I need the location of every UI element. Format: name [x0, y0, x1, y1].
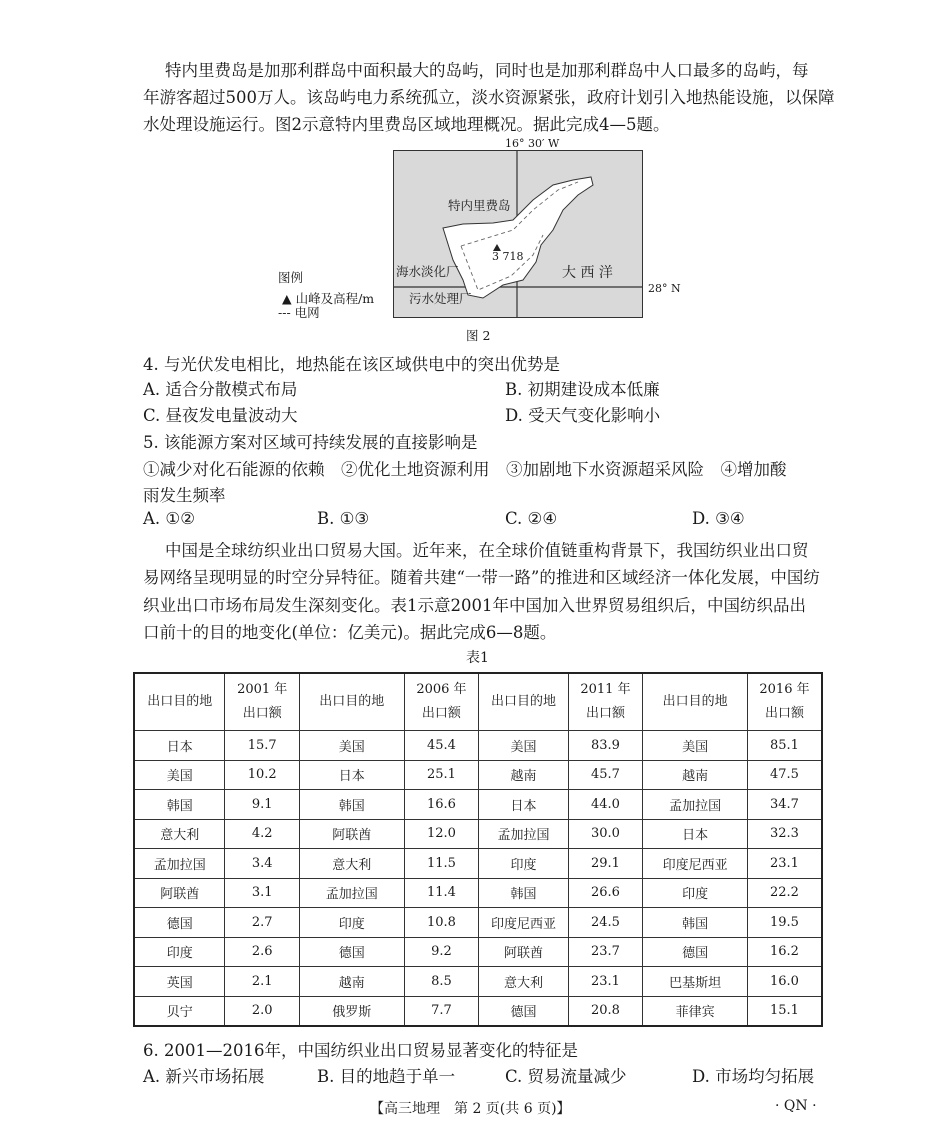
header-text: 2001 年 [237, 682, 288, 697]
export-value-cell: 15.1 [747, 996, 822, 1026]
destination-cell: 英国 [134, 967, 225, 997]
table-row [134, 819, 822, 849]
table-row [134, 731, 822, 761]
destination-cell: 德国 [643, 937, 748, 967]
table-header-cell [568, 673, 642, 731]
table-header-cell [747, 673, 822, 731]
intro1-line: 年游客超过500万人。该岛屿电力系统孤立，淡水资源紧张，政府计划引入地热能设施，以保障 [143, 88, 835, 107]
footer-code: · QN · [775, 1098, 817, 1114]
export-value-cell: 15.7 [225, 731, 299, 761]
table-row [134, 967, 822, 997]
destination-cell: 孟加拉国 [299, 878, 404, 908]
peak-elevation: 3 718 [492, 250, 524, 263]
export-value-cell: 2.0 [225, 996, 299, 1026]
destination-cell: 日本 [134, 731, 225, 761]
destination-cell: 巴基斯坦 [643, 967, 748, 997]
export-value-cell: 32.3 [747, 819, 822, 849]
longitude-label: 16° 30′ W [505, 137, 560, 150]
export-value-cell: 30.0 [568, 819, 642, 849]
export-value-cell: 10.2 [225, 760, 299, 790]
table-row [134, 908, 822, 938]
export-value-cell: 20.8 [568, 996, 642, 1026]
figure-caption: 图 2 [466, 328, 491, 343]
destination-cell: 印度 [643, 878, 748, 908]
table-row [134, 937, 822, 967]
destination-cell: 韩国 [479, 878, 569, 908]
destination-cell: 孟加拉国 [643, 790, 748, 820]
header-text: 出口目的地 [147, 694, 213, 709]
intro2-line: 织业出口市场布局发生深刻变化。表1示意2001年中国加入世界贸易组织后，中国纺织品出 [143, 596, 806, 615]
dashed-line-icon: --- [278, 305, 295, 320]
table-header-cell [479, 673, 569, 731]
destination-cell: 德国 [299, 937, 404, 967]
export-value-cell: 44.0 [568, 790, 642, 820]
export-value-cell: 16.2 [747, 937, 822, 967]
q4-option-b: B. 初期建设成本低廉 [505, 380, 660, 399]
q4-option-a: A. 适合分散模式布局 [143, 380, 298, 399]
table-header-cell [225, 673, 299, 731]
export-value-cell: 2.6 [225, 937, 299, 967]
destination-cell: 韩国 [299, 790, 404, 820]
q6-stem: 6. 2001—2016年，中国纺织业出口贸易显著变化的特征是 [143, 1041, 578, 1060]
destination-cell: 贝宁 [134, 996, 225, 1026]
table-header-cell [134, 673, 225, 731]
export-value-cell: 22.2 [747, 878, 822, 908]
q5-stem: 5. 该能源方案对区域可持续发展的直接影响是 [143, 433, 478, 452]
export-value-cell: 2.7 [225, 908, 299, 938]
destination-cell: 越南 [479, 760, 569, 790]
destination-cell: 孟加拉国 [134, 849, 225, 879]
export-value-cell: 29.1 [568, 849, 642, 879]
export-value-cell: 45.7 [568, 760, 642, 790]
map-figure [393, 150, 643, 318]
table-caption: 表1 [466, 650, 489, 666]
destination-cell: 意大利 [134, 819, 225, 849]
footer-page-info: 【高三地理 第 2 页(共 6 页)】 [370, 1101, 571, 1117]
destination-cell: 德国 [479, 996, 569, 1026]
destination-cell: 日本 [479, 790, 569, 820]
intro2-line: 口前十的目的地变化(单位：亿美元)。据此完成6—8题。 [143, 623, 557, 642]
destination-cell: 印度尼西亚 [643, 849, 748, 879]
destination-cell: 俄罗斯 [299, 996, 404, 1026]
destination-cell: 美国 [299, 731, 404, 761]
destination-cell: 韩国 [643, 908, 748, 938]
table-header-row [134, 673, 822, 731]
q4-stem: 4. 与光伏发电相比，地热能在该区域供电中的突出优势是 [143, 355, 560, 374]
table-row [134, 878, 822, 908]
destination-cell: 菲律宾 [643, 996, 748, 1026]
destination-cell: 日本 [643, 819, 748, 849]
header-text: 2006 年 [416, 682, 467, 697]
table-header-cell [404, 673, 478, 731]
destination-cell: 阿联酋 [479, 937, 569, 967]
intro1-line: 水处理设施运行。图2示意特内里费岛区域地理概况。据此完成4—5题。 [143, 115, 670, 134]
export-value-cell: 4.2 [225, 819, 299, 849]
header-text: 出口额 [585, 706, 625, 721]
header-text: 出口目的地 [490, 694, 556, 709]
destination-cell: 美国 [134, 760, 225, 790]
q6-option-b: B. 目的地趋于单一 [317, 1067, 456, 1086]
export-value-cell: 83.9 [568, 731, 642, 761]
destination-cell: 日本 [299, 760, 404, 790]
export-value-cell: 45.4 [404, 731, 478, 761]
intro2-line: 中国是全球纺织业出口贸易大国。近年来，在全球价值链重构背景下，我国纺织业出口贸 [165, 541, 809, 560]
export-value-cell: 3.4 [225, 849, 299, 879]
destination-cell: 意大利 [479, 967, 569, 997]
export-value-cell: 24.5 [568, 908, 642, 938]
export-value-cell: 23.1 [568, 967, 642, 997]
destination-cell: 印度 [134, 937, 225, 967]
sewage-plant-label: 污水处理厂 [409, 291, 472, 306]
legend-title: 图例 [278, 270, 304, 285]
intro1-line: 特内里费岛是加那利群岛中面积最大的岛屿，同时也是加那利群岛中人口最多的岛屿，每 [165, 61, 809, 80]
destination-cell: 美国 [479, 731, 569, 761]
header-text: 出口目的地 [319, 694, 385, 709]
destination-cell: 印度 [299, 908, 404, 938]
export-value-cell: 26.6 [568, 878, 642, 908]
export-value-cell: 16.0 [747, 967, 822, 997]
export-value-cell: 8.5 [404, 967, 478, 997]
header-text: 2011 年 [580, 682, 631, 697]
export-value-cell: 23.7 [568, 937, 642, 967]
q4-option-d: D. 受天气变化影响小 [505, 406, 661, 425]
intro2-line: 易网络呈现明显的时空分异特征。随着共建“一带一路”的推进和区域经济一体化发展，中国纺 [143, 568, 820, 587]
header-text: 出口额 [421, 706, 461, 721]
export-table [133, 672, 823, 1027]
destination-cell: 阿联酋 [134, 878, 225, 908]
legend-grid [278, 303, 320, 321]
header-text: 出口额 [242, 706, 282, 721]
desal-plant-label: 海水淡化厂 [396, 264, 459, 279]
q5-option-b: B. ①③ [317, 509, 370, 528]
export-value-cell: 12.0 [404, 819, 478, 849]
export-value-cell: 16.6 [404, 790, 478, 820]
q5-option-d: D. ③④ [692, 509, 745, 528]
destination-cell: 阿联酋 [299, 819, 404, 849]
export-value-cell: 47.5 [747, 760, 822, 790]
peak-icon: ▲ [282, 291, 296, 306]
ocean-label: 大 西 洋 [562, 265, 613, 281]
export-value-cell: 9.1 [225, 790, 299, 820]
export-value-cell: 10.8 [404, 908, 478, 938]
destination-cell: 印度尼西亚 [479, 908, 569, 938]
q6-option-a: A. 新兴市场拓展 [143, 1067, 265, 1086]
destination-cell: 越南 [299, 967, 404, 997]
legend-peak-label: 山峰及高程/m [295, 291, 375, 306]
export-value-cell: 85.1 [747, 731, 822, 761]
export-value-cell: 25.1 [404, 760, 478, 790]
export-value-cell: 23.1 [747, 849, 822, 879]
table-row [134, 849, 822, 879]
destination-cell: 德国 [134, 908, 225, 938]
export-value-cell: 3.1 [225, 878, 299, 908]
q5-items: ①减少对化石能源的依赖 ②优化土地资源利用 ③加剧地下水资源超采风险 ④增加酸 [143, 460, 787, 479]
q4-option-c: C. 昼夜发电量波动大 [143, 406, 298, 425]
q5-option-c: C. ②④ [505, 509, 558, 528]
table-row [134, 790, 822, 820]
destination-cell: 孟加拉国 [479, 819, 569, 849]
legend-grid-label: 电网 [294, 305, 320, 320]
export-value-cell: 11.5 [404, 849, 478, 879]
header-text: 出口目的地 [662, 694, 728, 709]
table-row [134, 996, 822, 1026]
export-value-cell: 34.7 [747, 790, 822, 820]
q6-option-d: D. 市场均匀拓展 [692, 1067, 815, 1086]
export-value-cell: 11.4 [404, 878, 478, 908]
export-value-cell: 19.5 [747, 908, 822, 938]
table-header-cell [299, 673, 404, 731]
export-value-cell: 9.2 [404, 937, 478, 967]
table-row [134, 760, 822, 790]
destination-cell: 意大利 [299, 849, 404, 879]
island-label: 特内里费岛 [448, 198, 511, 213]
q6-option-c: C. 贸易流量减少 [505, 1067, 627, 1086]
header-text: 2016 年 [759, 682, 810, 697]
q5-items: 雨发生频率 [143, 486, 226, 505]
latitude-label: 28° N [648, 282, 681, 295]
destination-cell: 美国 [643, 731, 748, 761]
destination-cell: 越南 [643, 760, 748, 790]
destination-cell: 印度 [479, 849, 569, 879]
q5-option-a: A. ①② [143, 509, 195, 528]
export-value-cell: 2.1 [225, 967, 299, 997]
destination-cell: 韩国 [134, 790, 225, 820]
header-text: 出口额 [764, 706, 804, 721]
export-value-cell: 7.7 [404, 996, 478, 1026]
table-header-cell [643, 673, 748, 731]
